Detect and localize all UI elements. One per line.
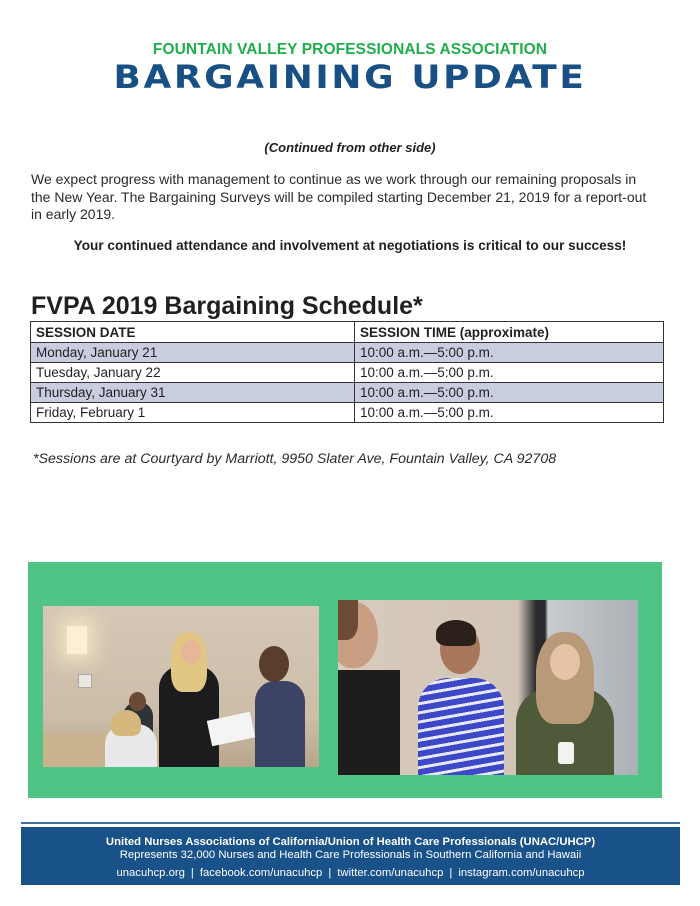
green-sweater-woman-face	[550, 644, 580, 680]
session-date: Thursday, January 31	[31, 383, 355, 403]
continued-note: (Continued from other side)	[264, 140, 436, 155]
session-time: 10:00 a.m.—5:00 p.m.	[355, 403, 664, 423]
session-date: Friday, February 1	[31, 403, 355, 423]
schedule-table	[30, 321, 664, 423]
meeting-photo-left	[43, 606, 319, 767]
footer-divider	[21, 822, 680, 824]
table-row	[31, 343, 664, 363]
coffee-cup	[558, 742, 574, 764]
twitter-link[interactable]: twitter.com/unacuhcp	[337, 867, 444, 879]
photo-panel	[28, 562, 662, 798]
session-time: 10:00 a.m.—5:00 p.m.	[355, 363, 664, 383]
link-separator: |	[328, 867, 332, 879]
footer-org-name: United Nurses Associations of California/Union of Health Care Professionals (UNAC/UHCP)	[105, 836, 596, 848]
thermostat	[78, 674, 92, 688]
footer	[21, 827, 680, 885]
foreground-woman-hair	[338, 600, 358, 640]
session-date: Tuesday, January 22	[31, 363, 355, 383]
striped-shirt-woman-hair	[436, 620, 476, 646]
cardigan-woman-head	[259, 646, 289, 682]
page-title: BARGAINING UPDATE	[113, 58, 587, 96]
meeting-photo-right	[338, 600, 638, 775]
attendance-callout: Your continued attendance and involvement at negotiations is critical to our success!	[73, 238, 627, 253]
table-row	[31, 363, 664, 383]
link-separator: |	[449, 867, 453, 879]
session-time: 10:00 a.m.—5:00 p.m.	[355, 383, 664, 403]
instagram-link[interactable]: instagram.com/unacuhcp	[458, 867, 585, 879]
cardigan-woman	[255, 681, 305, 767]
website-link[interactable]: unacuhcp.org	[116, 867, 185, 879]
schedule-title: FVPA 2019 Bargaining Schedule*	[31, 292, 423, 320]
location-footnote: *Sessions are at Courtyard by Marriott, 9950 Slater Ave, Fountain Valley, CA 92708	[33, 451, 557, 467]
column-header-time: SESSION TIME (approximate)	[355, 322, 664, 343]
intro-paragraph: We expect progress with management to continue as we work through our remaining proposals in the New Year. The Bargaining Surveys will be compiled starting December 21, 2019 for a report-out in early 2019.	[31, 171, 647, 222]
table-row	[31, 403, 664, 423]
standing-blonde-face	[181, 640, 201, 664]
footer-links	[21, 867, 680, 879]
seated-person-head	[129, 692, 146, 711]
table-row	[31, 383, 664, 403]
table-header-row	[31, 322, 664, 343]
org-name: FOUNTAIN VALLEY PROFESSIONALS ASSOCIATION	[152, 41, 548, 58]
wall-sconce	[67, 626, 87, 654]
striped-shirt-woman	[418, 678, 504, 775]
session-date: Monday, January 21	[31, 343, 355, 363]
foreground-woman	[338, 670, 400, 775]
footer-tagline: Represents 32,000 Nurses and Health Care Professionals in Southern California and Hawaii	[119, 849, 582, 861]
session-time: 10:00 a.m.—5:00 p.m.	[355, 343, 664, 363]
column-header-date: SESSION DATE	[31, 322, 355, 343]
facebook-link[interactable]: facebook.com/unacuhcp	[199, 867, 323, 879]
link-separator: |	[190, 867, 194, 879]
seated-blonde-hair	[111, 710, 141, 736]
